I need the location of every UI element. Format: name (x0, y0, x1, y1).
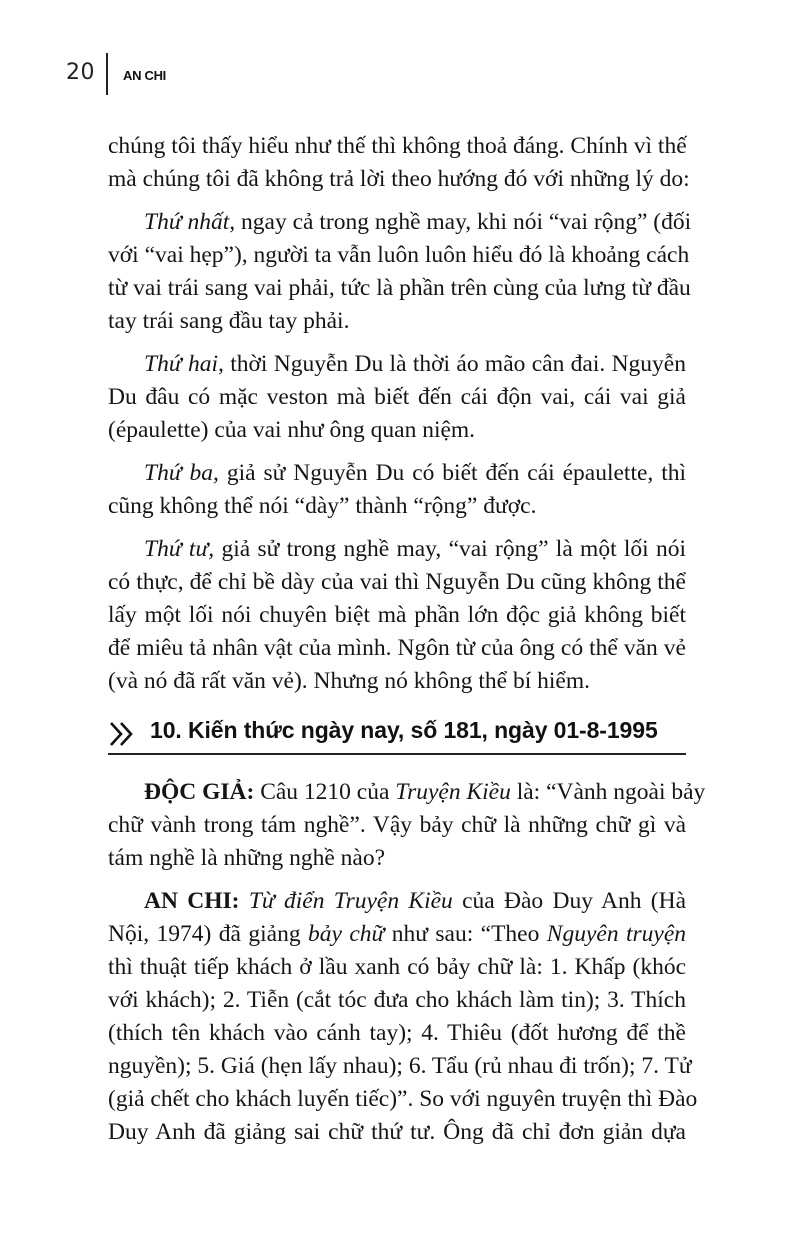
text-line (108, 348, 686, 381)
text-run: ngay cả trong nghề may, khi nói “vai rộng” (đối (235, 209, 692, 235)
text-run: như sau: “Theo (384, 921, 547, 947)
text-line: (épaulette) của vai như ông quan niệm. (108, 417, 476, 443)
text-line: từ vai trái sang vai phải, tức là phần trên cùng của lưng từ đầu (108, 275, 691, 301)
text-line: (thích tên khách vào cánh tay); 4. Thiêu (đốt hương để thề (108, 1020, 686, 1046)
italic-title: Từ điển Truyện Kiều (248, 888, 453, 914)
text-run: thời Nguyễn Du là thời áo mão cân đai. Nguyễn (223, 351, 686, 377)
text-line: thì thuật tiếp khách ở lầu xanh có bảy chữ là: 1. Khấp (khóc (108, 954, 686, 980)
text-line: Du đâu có mặc veston mà biết đến cái độn vai, cái vai giả (108, 384, 686, 410)
text-line: với khách); 2. Tiễn (cắt tóc đưa cho khách làm tin); 3. Thích (108, 987, 686, 1013)
text-line: để miêu tả nhân vật của mình. Ngôn từ của ông có thể văn vẻ (108, 635, 686, 661)
page-header (0, 0, 800, 110)
italic-lead: Thứ nhất, (144, 209, 236, 235)
italic-lead: Thứ hai, (144, 351, 224, 377)
text-line: chữ vành trong tám nghề”. Vậy bảy chữ là những chữ gì và (108, 812, 686, 838)
text-line: lấy một lối nói chuyên biệt mà phần lớn độc giả không biết (108, 602, 686, 628)
text-line: tay trái sang đầu tay phải. (108, 308, 350, 334)
body-block-2 (108, 776, 706, 1149)
paragraph-reader-question (108, 776, 706, 875)
section-heading (108, 714, 686, 756)
speaker-label: ĐỘC GIẢ: (144, 779, 255, 805)
text-run: Câu 1210 của (254, 779, 396, 805)
text-line: (và nó đã rất văn vẻ). Nhưng nó không thể bí hiểm. (108, 668, 590, 694)
text-line (108, 206, 692, 239)
text-line: mà chúng tôi đã không trả lời theo hướng đó với những lý do: (108, 166, 690, 192)
paragraph-answer (108, 885, 698, 1149)
paragraph-continuation (108, 130, 690, 196)
header-divider (106, 53, 108, 95)
italic-term: bảy chữ (307, 921, 385, 947)
text-run: Nội, 1974) đã giảng (108, 921, 308, 947)
text-line: cũng không thể nói “dày” thành “rộng” được. (108, 493, 537, 519)
italic-term: Nguyên truyện (546, 921, 687, 947)
text-line: với “vai hẹp”), người ta vẫn luôn luôn hiểu đó là khoảng cách (108, 242, 690, 268)
text-run: là: “Vành ngoài bảy (510, 779, 706, 805)
text-line: Duy Anh đã giảng sai chữ thứ tư. Ông đã chỉ đơn giản dựa (108, 1119, 686, 1145)
paragraph-thu-hai (108, 348, 686, 447)
text-run (239, 888, 248, 914)
italic-title: Truyện Kiều (395, 779, 511, 805)
text-run: giả sử Nguyễn Du có biết đến cái épaulette, thì (218, 460, 687, 486)
page-number: 20 (66, 60, 95, 85)
double-chevron-right-icon (108, 720, 138, 748)
text-line: chúng tôi thấy hiểu như thế thì không thoả đáng. Chính vì thế (108, 133, 687, 159)
text-line (108, 918, 686, 951)
paragraph-thu-nhat (108, 206, 692, 338)
speaker-label: AN CHI: (144, 888, 240, 914)
italic-lead: Thứ tư, (144, 536, 215, 562)
text-line: nguyền); 5. Giá (hẹn lấy nhau); 6. Tẩu (rủ nhau đi trốn); 7. Tử (108, 1053, 692, 1079)
text-line: (giả chết cho khách luyến tiếc)”. So với nguyên truyện thì Đào (108, 1086, 698, 1112)
heading-underline (108, 753, 686, 755)
text-line (108, 457, 686, 490)
section-title: 10. Kiến thức ngày nay, số 181, ngày 01-8-1995 (150, 717, 658, 743)
italic-lead: Thứ ba, (144, 460, 219, 486)
paragraph-thu-tu (108, 533, 686, 698)
text-line (108, 885, 686, 918)
body-block-1 (108, 130, 692, 698)
running-head-author: AN CHI (123, 68, 166, 83)
text-line (108, 776, 706, 809)
paragraph-thu-ba (108, 457, 686, 523)
text-line (108, 533, 686, 566)
text-run: giả sử trong nghề may, “vai rộng” là một lối nói (214, 536, 687, 562)
text-line: tám nghề là những nghề nào? (108, 845, 386, 871)
text-line: có thực, để chỉ bề dày của vai thì Nguyễn Du cũng không thể (108, 569, 686, 595)
text-run: của Đào Duy Anh (Hà (452, 888, 687, 914)
